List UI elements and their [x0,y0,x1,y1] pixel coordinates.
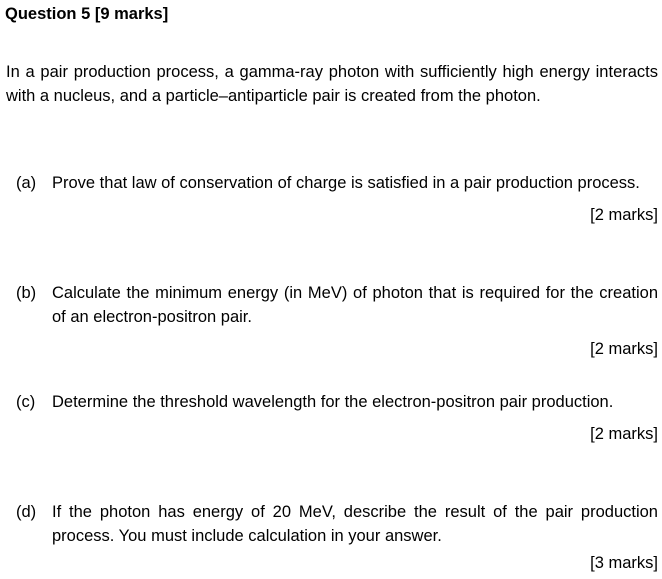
part-b [16,281,658,361]
part-d-marks: [3 marks] [590,554,658,572]
question-title: Question 5 [9 marks] [5,5,169,23]
part-a-marks: [2 marks] [590,206,658,224]
part-b-label: (b) [16,284,37,302]
part-c-label: (c) [16,393,36,411]
part-a-text: Prove that law of conservation of charge is satisfied in a pair production process. [52,174,640,192]
part-d [16,500,658,575]
part-b-text: Calculate the minimum energy (in MeV) of photon that is required for the creation of an electron-positron pair. [52,284,658,326]
question-intro: In a pair production process, a gamma-ray photon with sufficiently high energy interacts with a nucleus, and a particle–antiparticle pair is created from the photon. [6,63,658,105]
part-b-marks: [2 marks] [590,340,658,358]
part-d-label: (d) [16,503,37,521]
part-c [16,390,658,446]
part-d-text: If the photon has energy of 20 MeV, describe the result of the pair production process. You must include calculation in your answer. [52,503,658,545]
part-a-label: (a) [16,174,37,192]
part-c-text: Determine the threshold wavelength for the electron-positron pair production. [52,393,614,411]
part-a [16,171,658,227]
part-c-marks: [2 marks] [590,425,658,443]
